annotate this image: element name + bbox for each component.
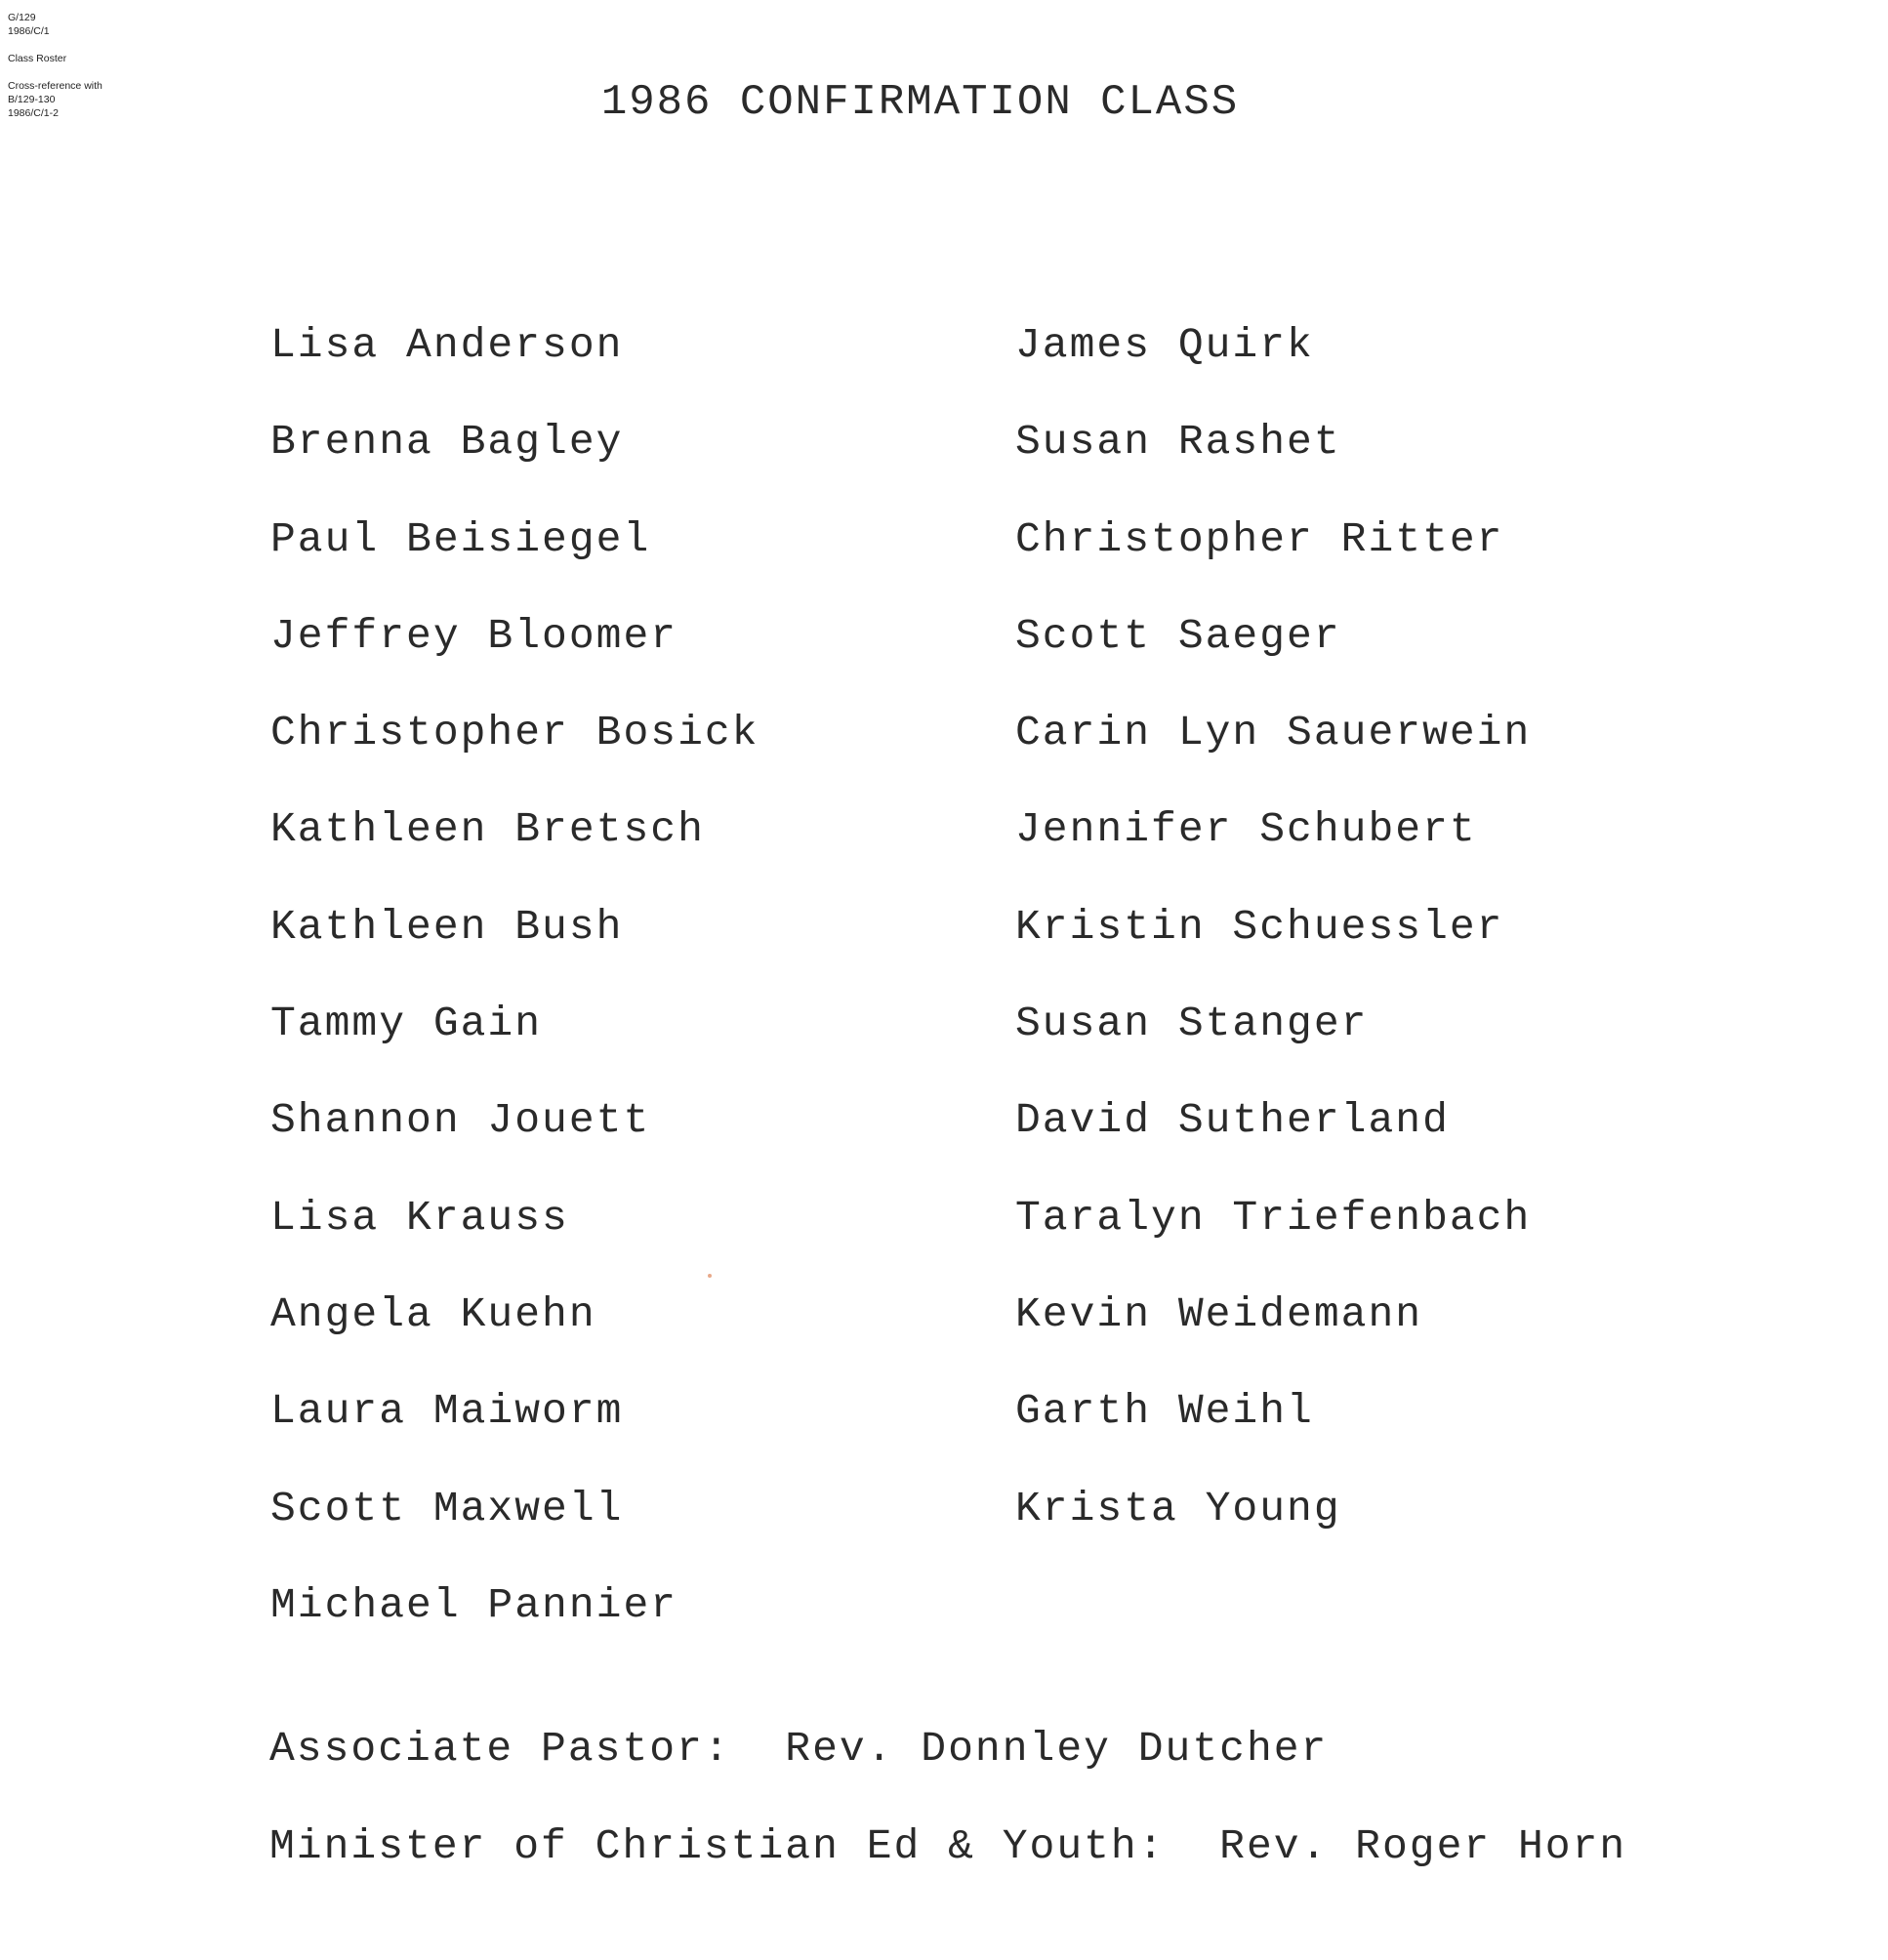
roster-name: Kathleen Bretsch <box>270 805 705 854</box>
roster-name: Laura Maiworm <box>270 1387 624 1436</box>
associate-pastor-name: Rev. Donnley Dutcher <box>785 1725 1329 1773</box>
roster-left-column <box>270 319 759 1676</box>
archive-subcode: 1986/C/1 <box>8 25 50 37</box>
roster-name: Kathleen Bush <box>270 902 624 951</box>
roster-name: Christopher Bosick <box>270 709 759 757</box>
roster-name: Scott Saeger <box>1015 611 1341 660</box>
roster-name: Garth Weihl <box>1015 1387 1314 1436</box>
archive-description: Class Roster <box>8 53 67 64</box>
roster-name: Krista Young <box>1015 1484 1341 1532</box>
roster-name: Shannon Jouett <box>270 1096 651 1145</box>
document-title: 1986 CONFIRMATION CLASS <box>600 78 1240 127</box>
minister-line <box>269 1822 1626 1870</box>
roster-name: Christopher Ritter <box>1015 514 1504 563</box>
minister-label: Minister of Christian Ed & Youth: <box>269 1822 1166 1870</box>
roster-name: Scott Maxwell <box>270 1484 624 1532</box>
paper-speck <box>708 1274 712 1278</box>
roster-name: Carin Lyn Sauerwein <box>1015 709 1532 757</box>
roster-name: Lisa Anderson <box>270 321 624 369</box>
roster-name: James Quirk <box>1015 321 1314 369</box>
minister-name: Rev. Roger Horn <box>1219 1822 1627 1870</box>
roster-name: David Sutherland <box>1015 1096 1450 1145</box>
roster-name: Michael Pannier <box>270 1580 678 1629</box>
archive-code: G/129 <box>8 12 36 23</box>
roster-name: Kevin Weidemann <box>1015 1289 1423 1338</box>
roster-name: Brenna Bagley <box>270 418 624 467</box>
roster-name: Kristin Schuessler <box>1015 902 1504 951</box>
associate-pastor-label: Associate Pastor: <box>269 1725 731 1773</box>
roster-name: Taralyn Triefenbach <box>1015 1193 1532 1242</box>
cross-reference-code-1: B/129-130 <box>8 94 56 105</box>
cross-reference-label: Cross-reference with <box>8 80 103 92</box>
roster-name: Angela Kuehn <box>270 1289 596 1338</box>
roster-name: Susan Stanger <box>1015 1000 1369 1048</box>
roster-name: Jeffrey Bloomer <box>270 611 678 660</box>
roster-name: Tammy Gain <box>270 1000 543 1048</box>
roster-name: Lisa Krauss <box>270 1193 569 1242</box>
associate-pastor-line <box>269 1725 1328 1773</box>
roster-right-column <box>1015 319 1531 1579</box>
cross-reference-code-2: 1986/C/1-2 <box>8 107 59 119</box>
roster-name: Paul Beisiegel <box>270 514 651 563</box>
roster-name: Jennifer Schubert <box>1015 805 1477 854</box>
roster-name: Susan Rashet <box>1015 418 1341 467</box>
